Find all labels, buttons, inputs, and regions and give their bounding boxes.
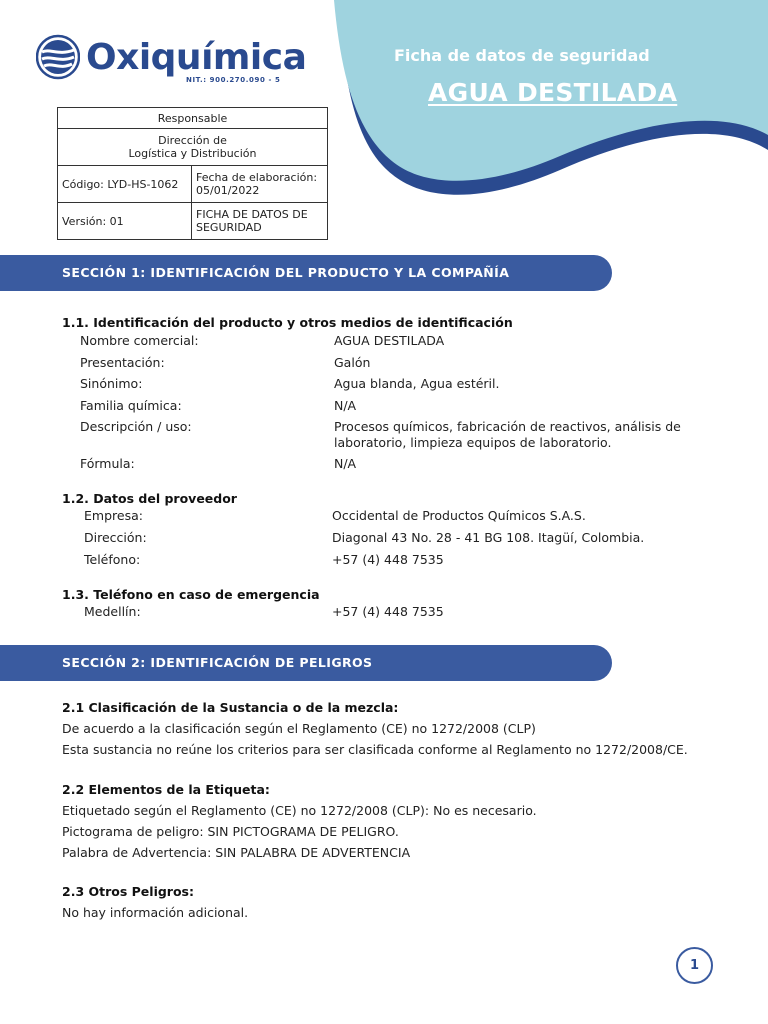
value-nombre-comercial: AGUA DESTILADA	[334, 333, 445, 348]
section1-3-heading: 1.3. Teléfono en caso de emergencia	[62, 587, 320, 602]
direccion-cell	[58, 129, 328, 166]
section2-3-line1: No hay información adicional.	[62, 905, 249, 920]
product-title: AGUA DESTILADA	[428, 78, 678, 107]
document-control-table	[57, 107, 328, 240]
page-number: 1	[676, 947, 713, 984]
fecha-cell	[192, 166, 328, 203]
value-presentacion: Galón	[334, 355, 371, 370]
section2-1-line2: Esta sustancia no reúne los criterios para ser clasificada conforme al Reglamento no 1272/2008/CE.	[62, 742, 688, 757]
section2-title: SECCIÓN 2: IDENTIFICACIÓN DE PELIGROS	[62, 655, 373, 670]
section2-2-line3: Palabra de Advertencia: SIN PALABRA DE ADVERTENCIA	[62, 845, 411, 860]
fecha-label: Fecha de elaboración:	[196, 171, 318, 184]
section1-title: SECCIÓN 1: IDENTIFICACIÓN DEL PRODUCTO Y LA COMPAÑÍA	[62, 265, 510, 280]
value-telefono: +57 (4) 448 7535	[332, 552, 444, 567]
company-logo-icon	[36, 34, 80, 80]
section1-1-heading: 1.1. Identificación del producto y otros medios de identificación	[62, 315, 513, 330]
label-formula: Fórmula:	[80, 456, 135, 471]
version-cell: Versión: 01	[58, 203, 192, 240]
sheet-subtitle: Ficha de datos de seguridad	[394, 46, 650, 65]
ficha-cell	[192, 203, 328, 240]
label-nombre-comercial: Nombre comercial:	[80, 333, 199, 348]
value-direccion: Diagonal 43 No. 28 - 41 BG 108. Itagüí, Colombia.	[332, 530, 645, 545]
value-medellin: +57 (4) 448 7535	[332, 604, 444, 619]
company-nit: NIT.: 900.270.090 - 5	[186, 76, 281, 84]
section2-2-heading: 2.2 Elementos de la Etiqueta:	[62, 782, 270, 797]
label-direccion: Dirección:	[84, 530, 147, 545]
value-empresa: Occidental de Productos Químicos S.A.S.	[332, 508, 586, 523]
section2-2-line1: Etiquetado según el Reglamento (CE) no 1272/2008 (CLP): No es necesario.	[62, 803, 537, 818]
fecha-value: 05/01/2022	[196, 184, 260, 197]
section2-2-line2: Pictograma de peligro: SIN PICTOGRAMA DE PELIGRO.	[62, 824, 399, 839]
label-telefono: Teléfono:	[84, 552, 141, 567]
responsable-cell: Responsable	[58, 108, 328, 129]
value-sinonimo: Agua blanda, Agua estéril.	[334, 376, 500, 391]
label-descripcion-uso: Descripción / uso:	[80, 419, 192, 434]
company-name: Oxiquímica	[86, 37, 307, 78]
value-descripcion-uso-line1: Procesos químicos, fabricación de reactivos, análisis de	[334, 419, 681, 434]
value-descripcion-uso-line2: laboratorio, limpieza equipos de laboratorio.	[334, 435, 612, 450]
codigo-cell: Código: LYD-HS-1062	[58, 166, 192, 203]
value-formula: N/A	[334, 456, 357, 471]
direccion-line1: Dirección de	[158, 134, 227, 147]
label-medellin: Medellín:	[84, 604, 141, 619]
section2-1-line1: De acuerdo a la clasificación según el Reglamento (CE) no 1272/2008 (CLP)	[62, 721, 536, 736]
direccion-line2: Logística y Distribución	[128, 147, 257, 160]
label-sinonimo: Sinónimo:	[80, 376, 143, 391]
section1-2-heading: 1.2. Datos del proveedor	[62, 491, 237, 506]
label-familia-quimica: Familia química:	[80, 398, 182, 413]
section2-3-heading: 2.3 Otros Peligros:	[62, 884, 194, 899]
ficha-line2: SEGURIDAD	[196, 221, 262, 234]
label-presentacion: Presentación:	[80, 355, 165, 370]
section2-1-heading: 2.1 Clasificación de la Sustancia o de la mezcla:	[62, 700, 399, 715]
value-familia-quimica: N/A	[334, 398, 357, 413]
ficha-line1: FICHA DE DATOS DE	[196, 208, 308, 221]
label-empresa: Empresa:	[84, 508, 143, 523]
